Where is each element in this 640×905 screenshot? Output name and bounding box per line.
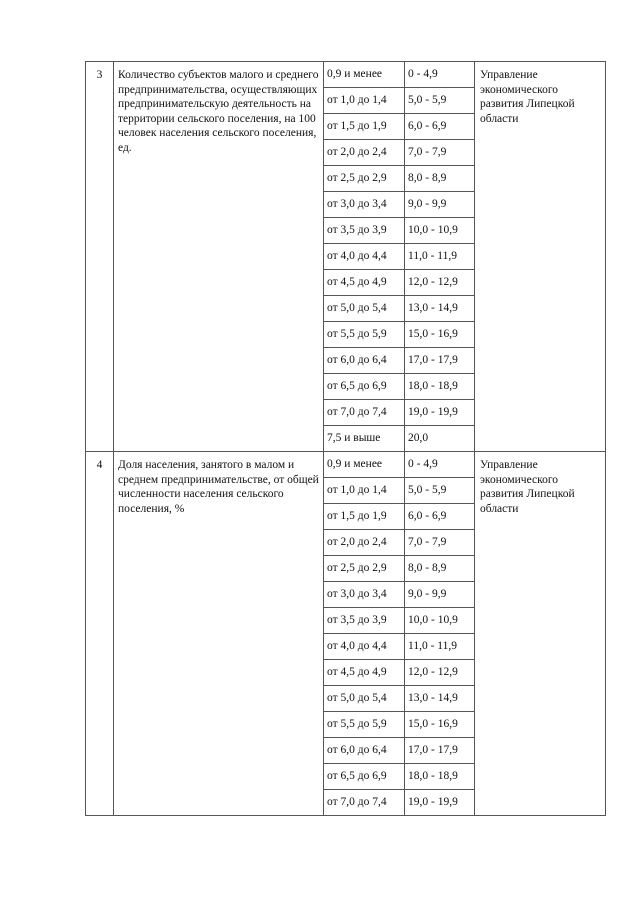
table-row — [86, 452, 606, 478]
value-range: от 1,0 до 1,4 — [324, 88, 405, 114]
value-range: от 4,0 до 4,4 — [324, 244, 405, 270]
score-range: 20,0 — [405, 426, 475, 452]
value-range: от 5,0 до 5,4 — [324, 296, 405, 322]
criteria-table-body — [86, 62, 606, 816]
indicator-name: Количество субъектов малого и среднего предпринимательства, осуществляющих предпринимательскую деятельность на территории сельского поселения, на 100 человек населения сельского поселения, ед. — [114, 62, 324, 452]
value-range: от 7,0 до 7,4 — [324, 400, 405, 426]
value-range: от 2,0 до 2,4 — [324, 140, 405, 166]
score-range: 19,0 - 19,9 — [405, 790, 475, 816]
table-row — [86, 62, 606, 88]
value-range: от 4,0 до 4,4 — [324, 634, 405, 660]
score-range: 10,0 - 10,9 — [405, 608, 475, 634]
score-range: 6,0 - 6,9 — [405, 504, 475, 530]
indicator-name: Доля населения, занятого в малом и среднем предпринимательстве, от общей численности населения сельского поселения, % — [114, 452, 324, 816]
score-range: 17,0 - 17,9 — [405, 738, 475, 764]
score-range: 5,0 - 5,9 — [405, 478, 475, 504]
score-range: 10,0 - 10,9 — [405, 218, 475, 244]
value-range: от 1,0 до 1,4 — [324, 478, 405, 504]
score-range: 6,0 - 6,9 — [405, 114, 475, 140]
responsible-body: Управление экономического развития Липецкой области — [475, 62, 606, 452]
score-range: 13,0 - 14,9 — [405, 686, 475, 712]
score-range: 7,0 - 7,9 — [405, 530, 475, 556]
score-range: 9,0 - 9,9 — [405, 582, 475, 608]
score-range: 11,0 - 11,9 — [405, 244, 475, 270]
section-number: 3 — [86, 62, 114, 452]
score-range: 9,0 - 9,9 — [405, 192, 475, 218]
value-range: от 6,5 до 6,9 — [324, 374, 405, 400]
score-range: 12,0 - 12,9 — [405, 270, 475, 296]
value-range: от 2,5 до 2,9 — [324, 556, 405, 582]
section-number: 4 — [86, 452, 114, 816]
value-range: от 3,5 до 3,9 — [324, 608, 405, 634]
value-range: от 1,5 до 1,9 — [324, 504, 405, 530]
value-range: от 5,5 до 5,9 — [324, 712, 405, 738]
score-range: 18,0 - 18,9 — [405, 764, 475, 790]
value-range: от 3,0 до 3,4 — [324, 582, 405, 608]
value-range: от 3,0 до 3,4 — [324, 192, 405, 218]
value-range: 0,9 и менее — [324, 62, 405, 88]
score-range: 8,0 - 8,9 — [405, 556, 475, 582]
value-range: от 5,5 до 5,9 — [324, 322, 405, 348]
score-range: 18,0 - 18,9 — [405, 374, 475, 400]
value-range: от 3,5 до 3,9 — [324, 218, 405, 244]
responsible-body: Управление экономического развития Липецкой области — [475, 452, 606, 816]
value-range: от 7,0 до 7,4 — [324, 790, 405, 816]
value-range: 0,9 и менее — [324, 452, 405, 478]
criteria-table — [85, 61, 606, 816]
value-range: от 4,5 до 4,9 — [324, 660, 405, 686]
value-range: от 6,0 до 6,4 — [324, 738, 405, 764]
score-range: 19,0 - 19,9 — [405, 400, 475, 426]
value-range: от 5,0 до 5,4 — [324, 686, 405, 712]
score-range: 0 - 4,9 — [405, 62, 475, 88]
score-range: 17,0 - 17,9 — [405, 348, 475, 374]
score-range: 8,0 - 8,9 — [405, 166, 475, 192]
value-range: от 4,5 до 4,9 — [324, 270, 405, 296]
score-range: 12,0 - 12,9 — [405, 660, 475, 686]
value-range: от 6,0 до 6,4 — [324, 348, 405, 374]
score-range: 7,0 - 7,9 — [405, 140, 475, 166]
score-range: 15,0 - 16,9 — [405, 322, 475, 348]
score-range: 0 - 4,9 — [405, 452, 475, 478]
score-range: 5,0 - 5,9 — [405, 88, 475, 114]
value-range: от 1,5 до 1,9 — [324, 114, 405, 140]
value-range: 7,5 и выше — [324, 426, 405, 452]
score-range: 15,0 - 16,9 — [405, 712, 475, 738]
score-range: 13,0 - 14,9 — [405, 296, 475, 322]
value-range: от 6,5 до 6,9 — [324, 764, 405, 790]
score-range: 11,0 - 11,9 — [405, 634, 475, 660]
value-range: от 2,5 до 2,9 — [324, 166, 405, 192]
value-range: от 2,0 до 2,4 — [324, 530, 405, 556]
